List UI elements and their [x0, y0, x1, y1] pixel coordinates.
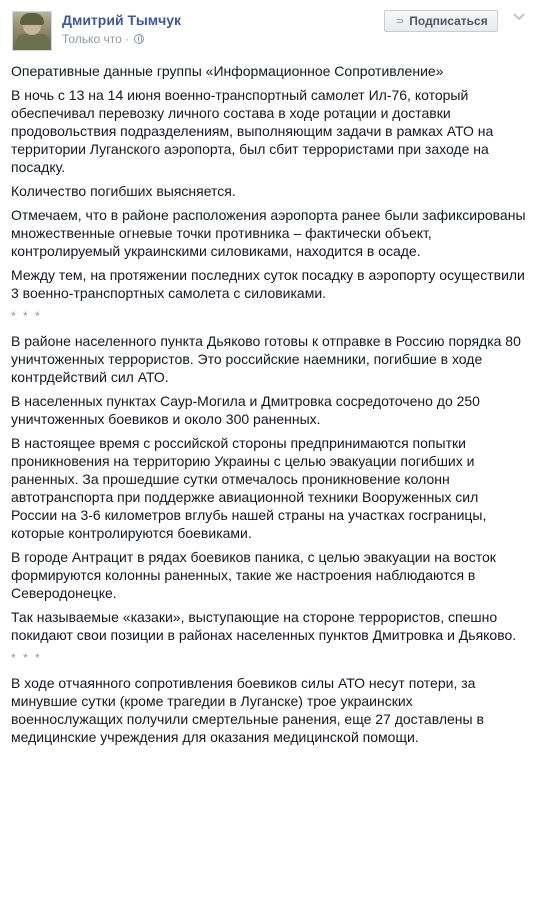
- post-header: [0, 0, 534, 58]
- post-paragraph: В ночь с 13 на 14 июня военно-транспортный самолет Ил-76, который обеспечивал перевозку личного состава в ходе ротации и доставки продовольствия подразделениям, выполняющим задачи в рамках АТО на территории Луганского аэропорта, был сбит террористами при заходе на посадку.: [11, 87, 494, 175]
- subscribe-label: Подписаться: [409, 14, 488, 28]
- post-paragraph: Между тем, на протяжении последних суток посадку в аэропорту осуществили 3 военно-транспортных самолета с силовиками.: [11, 267, 525, 301]
- avatar-body-shape: [16, 34, 50, 51]
- author-avatar[interactable]: [12, 11, 52, 51]
- post-paragraph-title: Оперативные данные группы «Информационное Сопротивление»: [11, 63, 444, 79]
- post-paragraph: В ходе отчаянного сопротивления боевиков силы АТО несут потери, за минувшие сутки (кроме трагедии в Луганске) трое украинских военнослужащих получили смертельные ранения, еще 27 доставлены в медицинские учреждения для оказания медицинской помощи.: [11, 675, 484, 745]
- post-paragraph: Количество погибших выясняется.: [11, 183, 236, 199]
- post-paragraph: В настоящее время с российской стороны предпринимаются попытки проникновения на территорию Украины с целью эвакуации погибших и раненных. За прошедшие сутки отмечалось проникновение колонн автотранспорта при поддержке авиационной техники Вооруженных сил России на 3-6 километров вглубь нашей страны на участках госграницы, которые контролируются боевиками.: [11, 435, 487, 541]
- post-paragraph: В районе населенного пункта Дьяково готовы к отправке в Россию порядка 80 уничтоженных террористов. Это российские наемники, погибшие в ходе контрдействий сил АТО.: [11, 333, 521, 385]
- meta-separator: ·: [125, 32, 130, 46]
- rss-icon: ⸧: [394, 15, 406, 28]
- post-paragraph: В населенных пунктах Саур-Могила и Дмитровка сосредоточено до 250 уничтоженных боевиков и около 300 раненных.: [11, 393, 480, 427]
- subscribe-button[interactable]: [384, 10, 498, 32]
- post-meta: [62, 32, 144, 46]
- section-divider: * * *: [11, 651, 42, 665]
- post-paragraph: Так называемые «казаки», выступающие на стороне террористов, спешно покидают свои позиции в районах населенных пунктов Дмитровка и Дьяково.: [11, 609, 517, 643]
- post-paragraph: Отмечаем, что в районе расположения аэропорта ранее были зафиксированы множественные огневые точки противника – фактически объект, контролируемый украинскими силовиками, находится в осаде.: [11, 207, 526, 259]
- post-body: [11, 62, 527, 752]
- author-name-link[interactable]: Дмитрий Тымчук: [62, 12, 182, 28]
- chevron-down-icon[interactable]: [512, 12, 526, 24]
- avatar-helmet-shape: [20, 13, 44, 25]
- post-timestamp[interactable]: Только что: [62, 32, 122, 46]
- section-divider: * * *: [11, 309, 42, 323]
- globe-icon[interactable]: [134, 34, 144, 44]
- post-paragraph: В городе Антрацит в рядах боевиков паника, с целью эвакуации на восток формируются колонны раненных, такие же настроения наблюдаются в Северодонецке.: [11, 549, 496, 601]
